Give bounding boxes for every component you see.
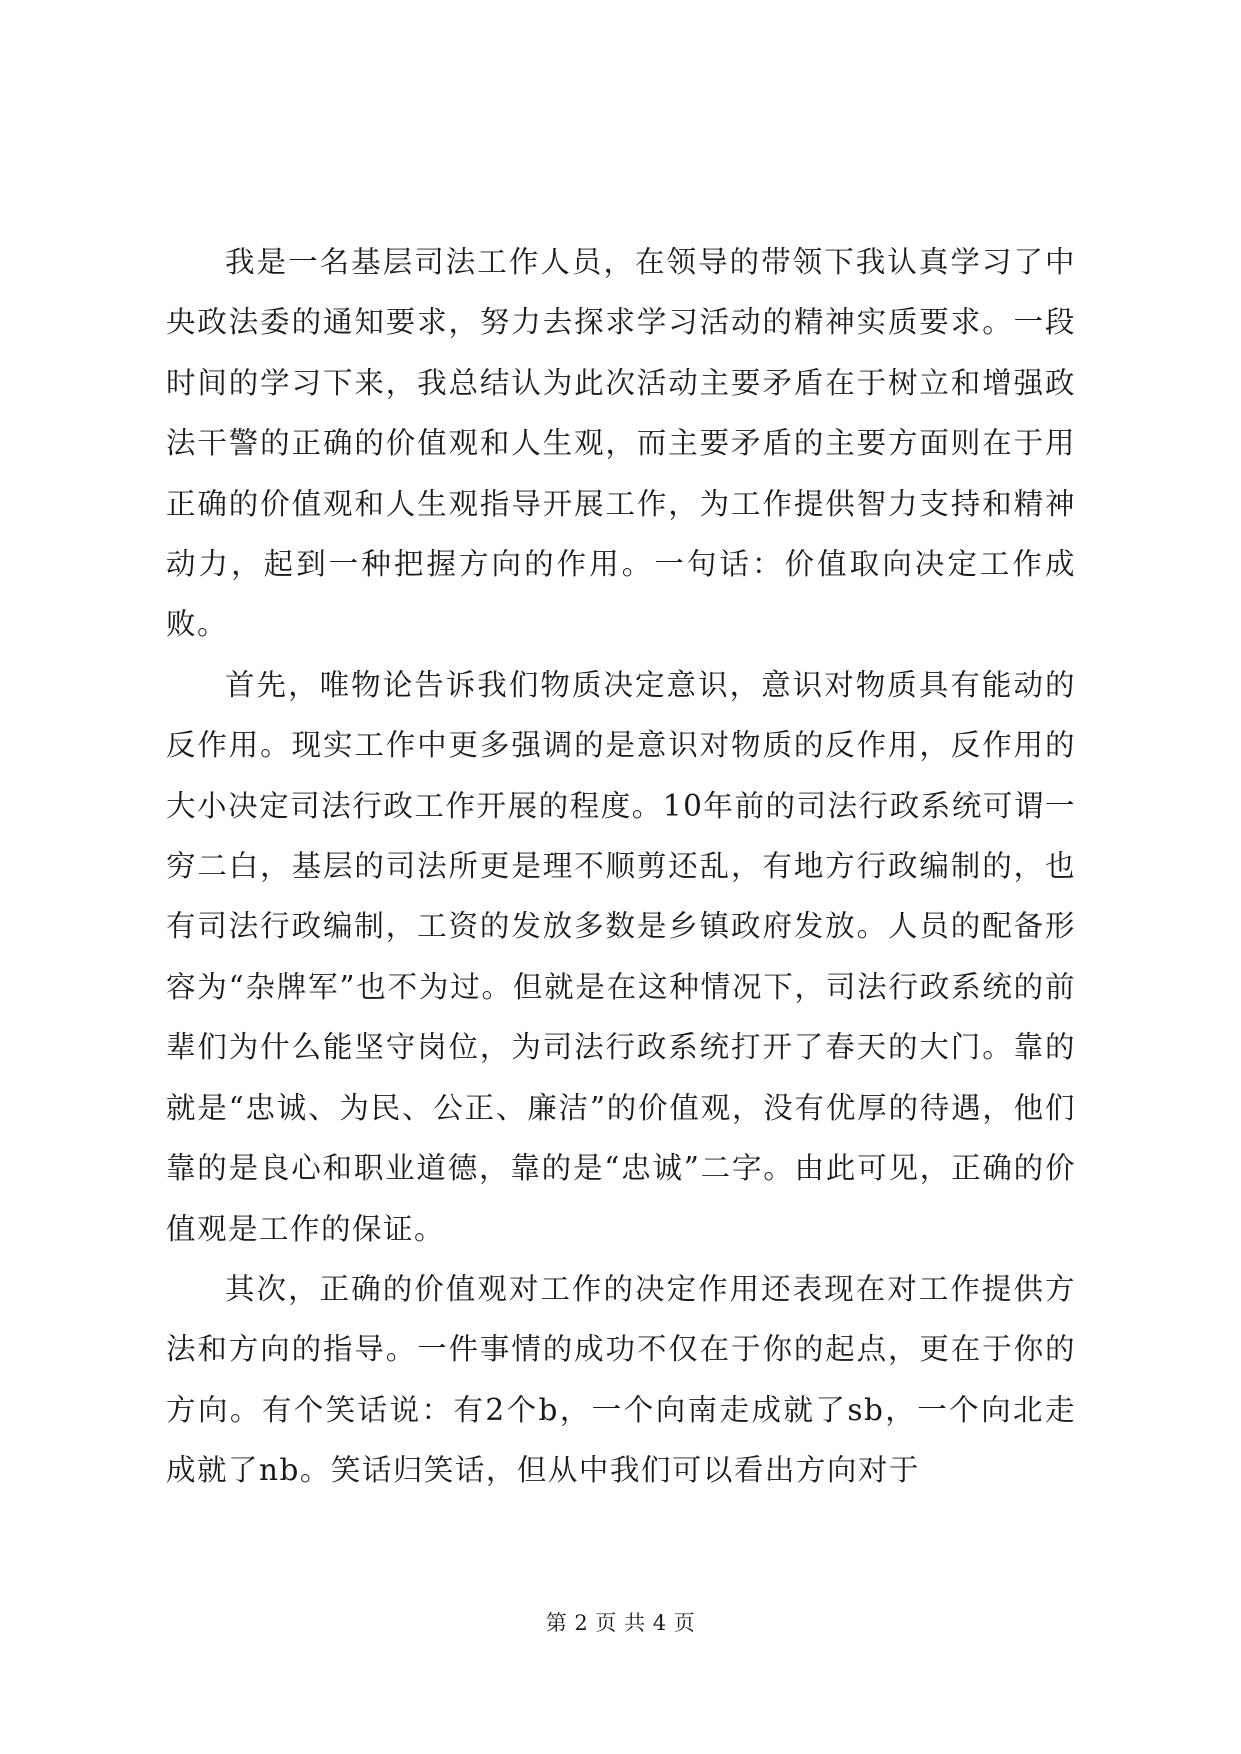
paragraph-first-point: 首先，唯物论告诉我们物质决定意识，意识对物质具有能动的反作用。现实工作中更多强调的是意识对物质的反作用，反作用的大小决定司法行政工作开展的程度。10年前的司法行政系统可谓一穷二白，基层的司法所更是理不顺剪还乱，有地方行政编制的，也有司法行政编制，工资的发放多数是乡镇政府发放。人员的配备形容为“杂牌军”也不为过。但就是在这种情况下，司法行政系统的前辈们为什么能坚守岗位，为司法行政系统打开了春天的大门。靠的就是“忠诚、为民、公正、廉洁”的价值观，没有优厚的待遇，他们靠的是良心和职业道德，靠的是“忠诚”二字。由此可见，正确的价值观是工作的保证。: [166, 667, 1076, 1246]
paragraph-second-point: 其次，正确的价值观对工作的决定作用还表现在对工作提供方法和方向的指导。一件事情的成功不仅在于你的起点，更在于你的方向。有个笑话说：有2个b，一个向南走成就了sb，一个向北走成就了nb。笑话归笑话，但从中我们可以看出方向对于: [166, 1271, 1076, 1488]
page-number-footer: 第 2 页 共 4 页: [545, 1611, 696, 1635]
paragraph-intro: 我是一名基层司法工作人员，在领导的带领下我认真学习了中央政法委的通知要求，努力去探求学习活动的精神实质要求。一段时间的学习下来，我总结认为此次活动主要矛盾在于树立和增强政法干警的正确的价值观和人生观，而主要矛盾的主要方面则在于用正确的价值观和人生观指导开展工作，为工作提供智力支持和精神动力，起到一种把握方向的作用。一句话：价值取向决定工作成败。: [166, 245, 1076, 642]
document-body: [166, 232, 1076, 1501]
